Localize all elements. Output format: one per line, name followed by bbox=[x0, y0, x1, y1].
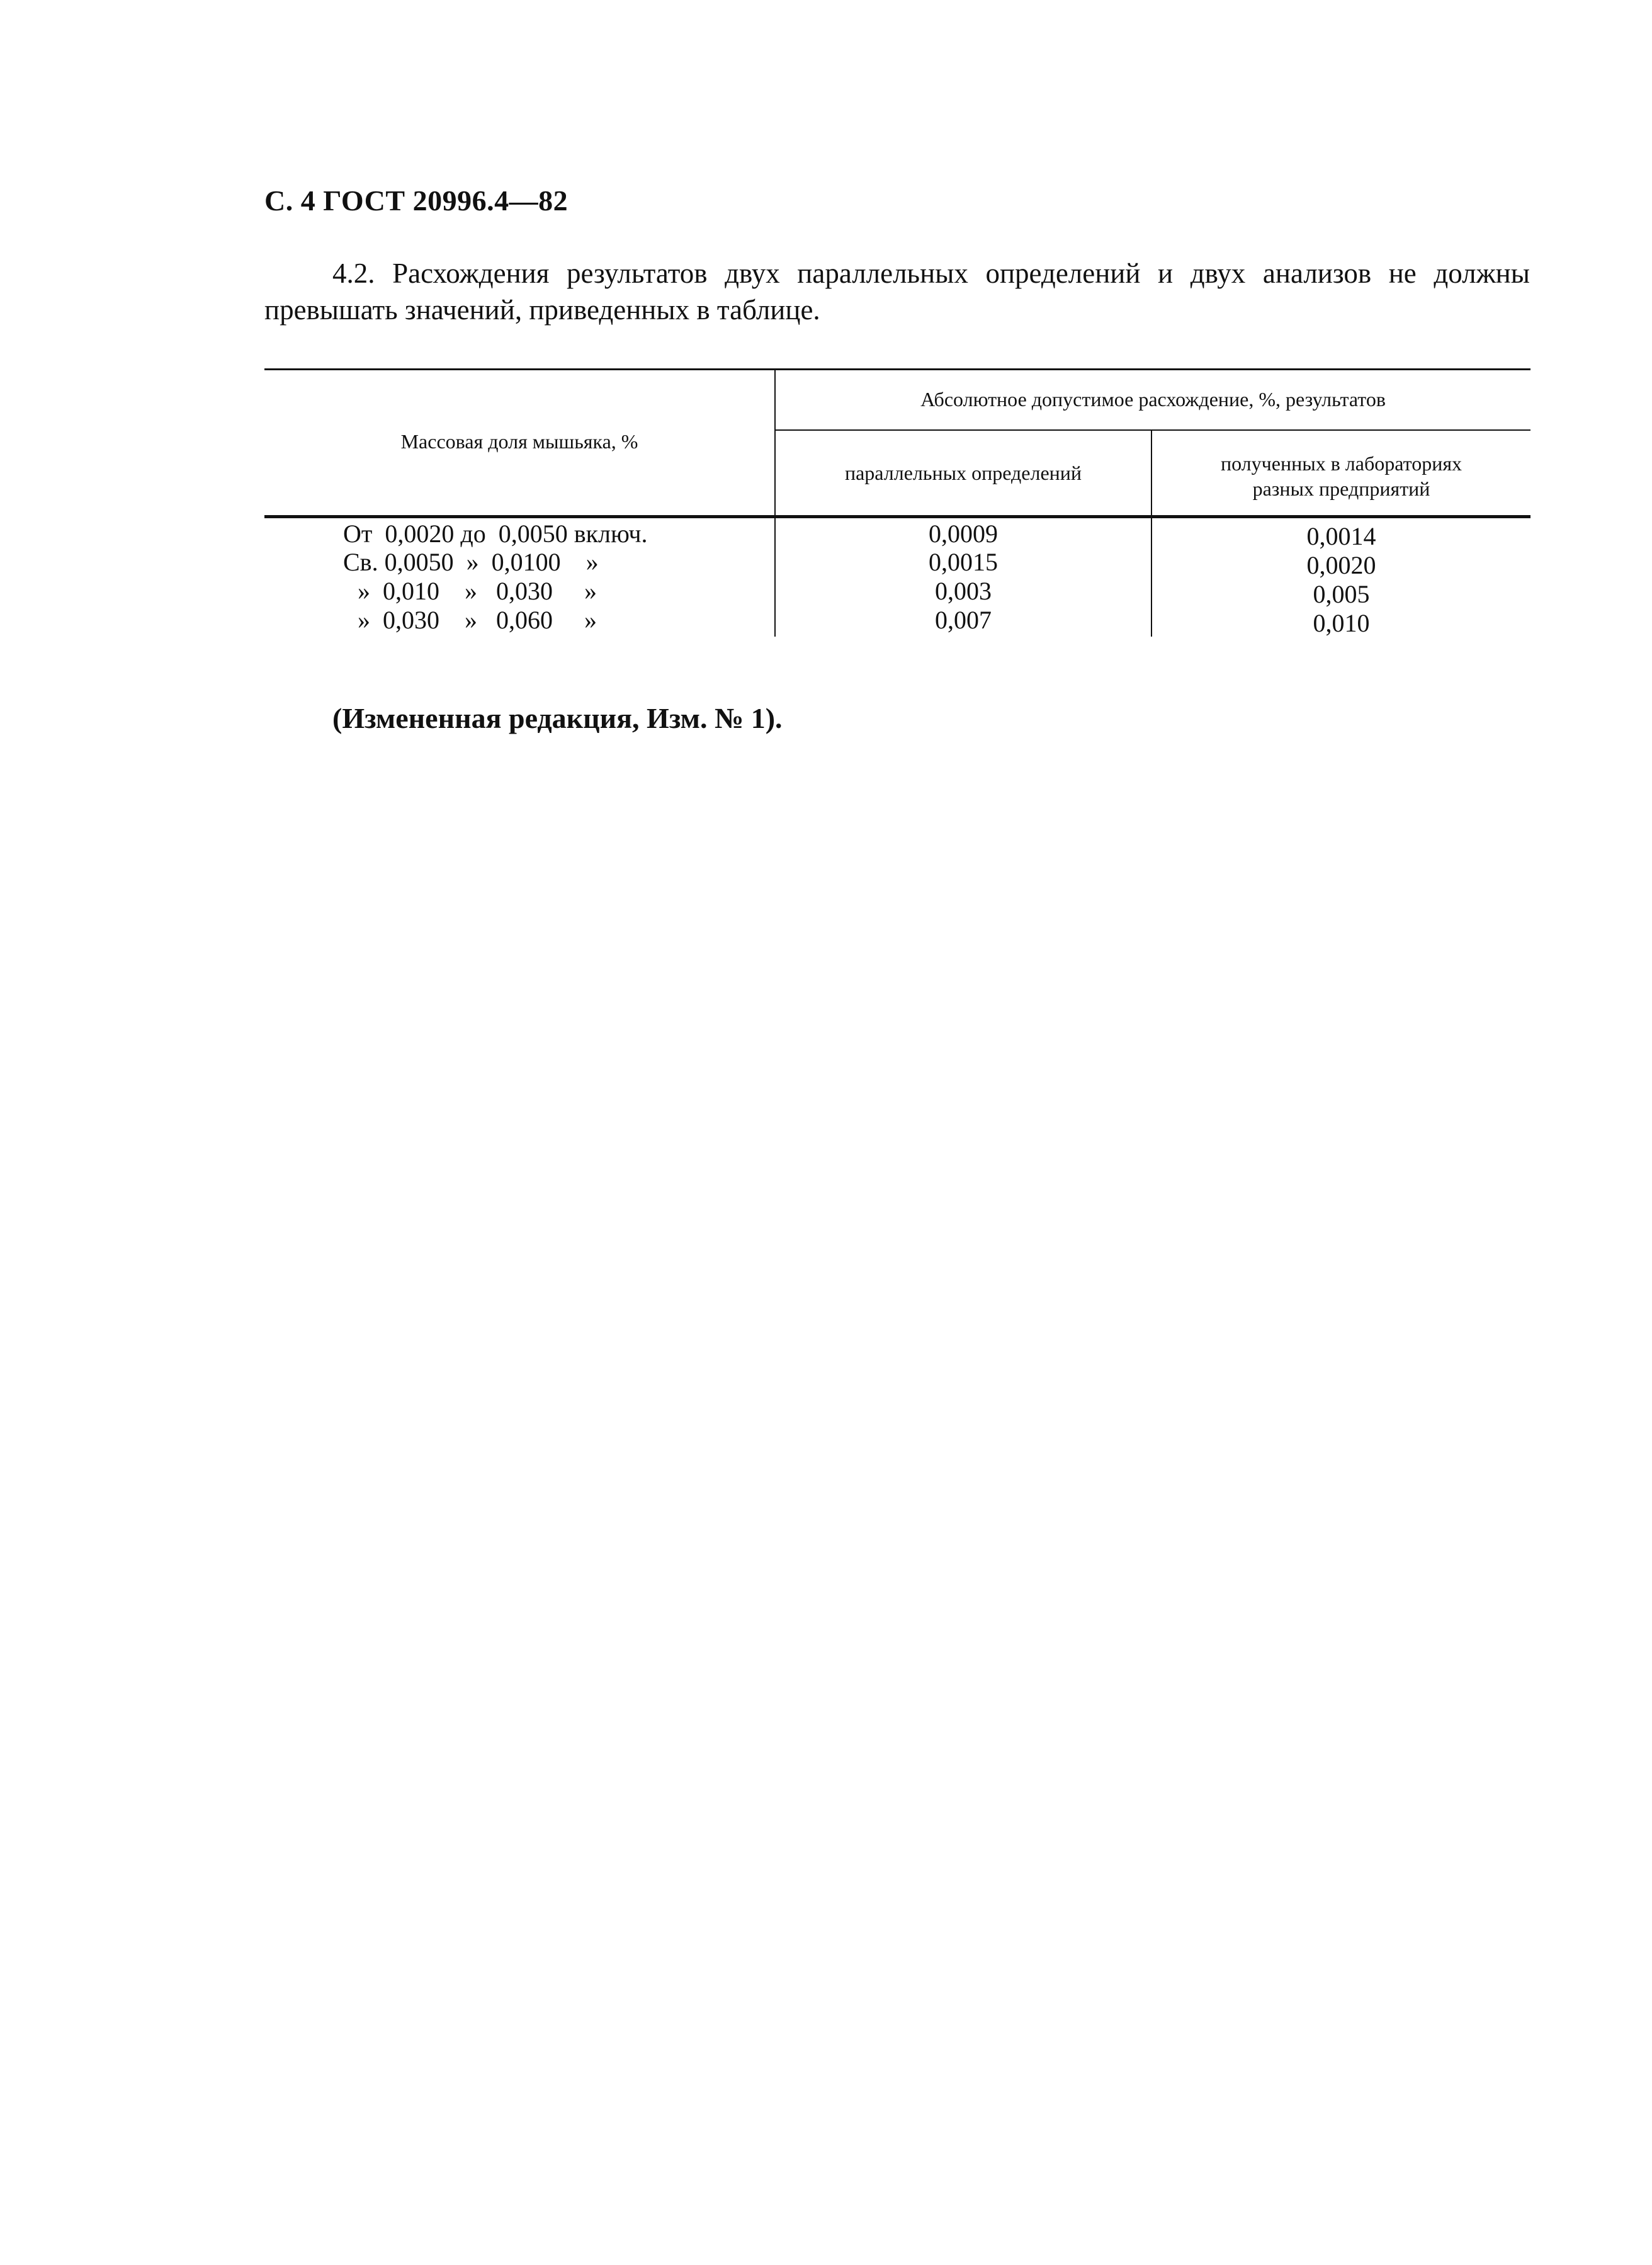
table-cell-range: Св. 0,0050 » 0,0100 » bbox=[343, 548, 599, 576]
table-cell-labs: 0,005 bbox=[1313, 580, 1370, 608]
table-cell-parallel: 0,007 bbox=[935, 606, 992, 634]
table-top-rule bbox=[264, 368, 1530, 370]
amendment-note: (Измененная редакция, Изм. № 1). bbox=[332, 702, 783, 734]
discrepancy-table bbox=[264, 368, 1530, 637]
table-cell-parallel: 0,0009 bbox=[929, 519, 998, 548]
header-bottom-rule bbox=[264, 515, 1530, 518]
group-header-rule bbox=[774, 429, 1530, 431]
col-header-labs-line2: разных предприятий bbox=[1252, 477, 1430, 500]
col-header-parallel: параллельных определений bbox=[844, 462, 1082, 484]
table-cell-parallel: 0,003 bbox=[935, 577, 992, 605]
table-cell-range: » 0,010 » 0,030 » bbox=[358, 577, 597, 605]
table-cell-labs: 0,0020 bbox=[1306, 551, 1376, 579]
paragraph-4-2: 4.2. Расхождения результатов двух параллельных определений и двух анализов не должны превышать значений, приведенных в таблице. bbox=[264, 258, 1530, 326]
col-header-arsenic-fraction: Массовая доля мышьяка, % bbox=[400, 430, 638, 453]
group-header-absolute-discrepancy: Абсолютное допустимое расхождение, %, результатов bbox=[920, 388, 1386, 411]
table-cell-parallel: 0,0015 bbox=[929, 548, 998, 576]
table-cell-labs: 0,0014 bbox=[1306, 522, 1376, 550]
table-cell-range: » 0,030 » 0,060 » bbox=[358, 606, 597, 634]
table-cell-labs: 0,010 bbox=[1313, 609, 1370, 637]
page-header: С. 4 ГОСТ 20996.4—82 bbox=[264, 184, 569, 217]
col-header-labs-line1: полученных в лабораториях bbox=[1220, 452, 1462, 475]
table-cell-range: От 0,0020 до 0,0050 включ. bbox=[343, 519, 648, 548]
